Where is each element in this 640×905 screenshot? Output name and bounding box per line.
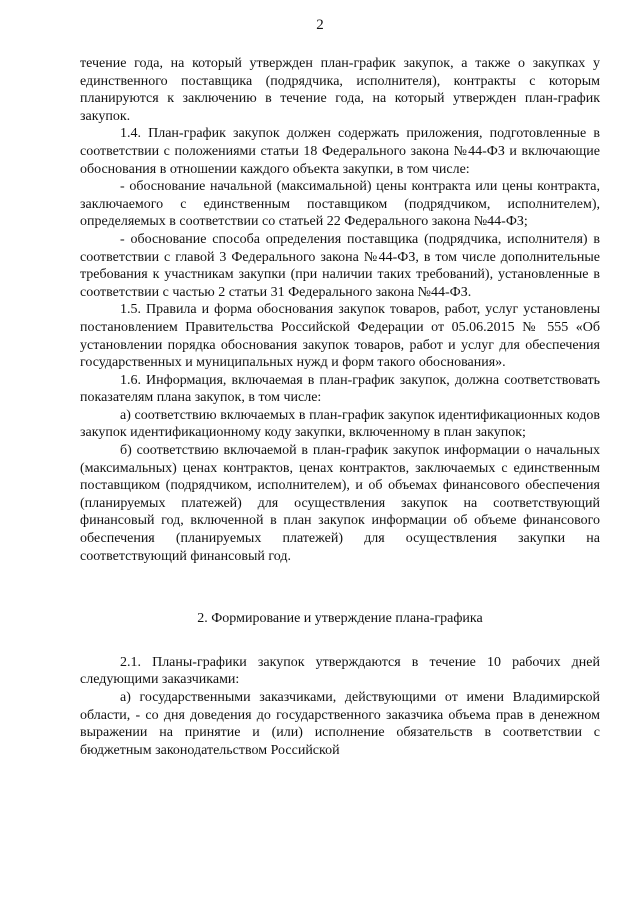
paragraph-1-6: 1.6. Информация, включаемая в план-график закупок, должна соответствовать показателям плана закупок, в том числе: xyxy=(80,372,600,406)
list-item-method-justification: - обоснование способа определения поставщика (подрядчика, исполнителя) в соответствии с главой 3 Федерального закона №44-ФЗ, в том числе дополнительные требования к участникам закупки (при наличии таких требований), установленные в соответствии с частью 2 статьи 31 Федерального закона №44-ФЗ. xyxy=(80,231,600,300)
section-heading: 2. Формирование и утверждение плана-графика xyxy=(197,611,483,627)
list-item-price-justification: - обоснование начальной (максимальной) цены контракта или цены контракта, заключаемого с единственным поставщиком (подрядчиком, исполнителем), определяемых в соответствии со статьей 22 Федерального закона №44-ФЗ; xyxy=(80,179,600,230)
paragraph-1-5: 1.5. Правила и форма обоснования закупок товаров, работ, услуг установлены постановлением Правительства Российской Федерации от 05.06.2015 № 555 «Об установлении порядка обоснования закупок товаров, работ и услуг для обеспечения государственных и муниципальных нужд и форм такого обоснования». xyxy=(80,302,600,371)
list-item-b-prices: б) соответствию включаемой в план-график закупок информации о начальных (максимальных) ценах контрактов, ценах контрактов, заключаемых с единственным поставщиком (подрядчиком, исполнителем), и об объемах финансового обеспечения (планируемых платежей) для осуществления закупок на соответствующий финансовый год, включенной в план закупок информации об объеме финансового обеспечения (планируемых платежей) для осуществления закупки на соответствующий финансовый год. xyxy=(80,443,600,564)
paragraph-2-1: 2.1. Планы-графики закупок утверждаются в течение 10 рабочих дней следующими заказчиками: xyxy=(80,654,600,688)
list-item-a-codes: а) соответствию включаемых в план-график закупок идентификационных кодов закупок идентификационному коду закупки, включенному в план закупок; xyxy=(80,407,600,441)
document-body xyxy=(80,55,600,759)
paragraph-1-4: 1.4. План-график закупок должен содержать приложения, подготовленные в соответствии с положениями статьи 18 Федерального закона №44-ФЗ и включающие обоснования в отношении каждого объекта закупки, в том числе: xyxy=(80,126,600,177)
paragraph-continuation: течение года, на который утвержден план-график закупок, а также о закупках у единственного поставщика (подрядчика, исполнителя), контракты с которым планируются к заключению в течение года, на который утвержден план-график закупок. xyxy=(80,56,600,124)
page-number: 2 xyxy=(316,17,324,33)
list-item-a-state-customers: а) государственными заказчиками, действующими от имени Владимирской области, - со дня доведения до государственного заказчика объема прав в денежном выражении на принятие и (или) исполнение обязательств в соответствии с бюджетным законодательством Российской xyxy=(80,690,600,758)
